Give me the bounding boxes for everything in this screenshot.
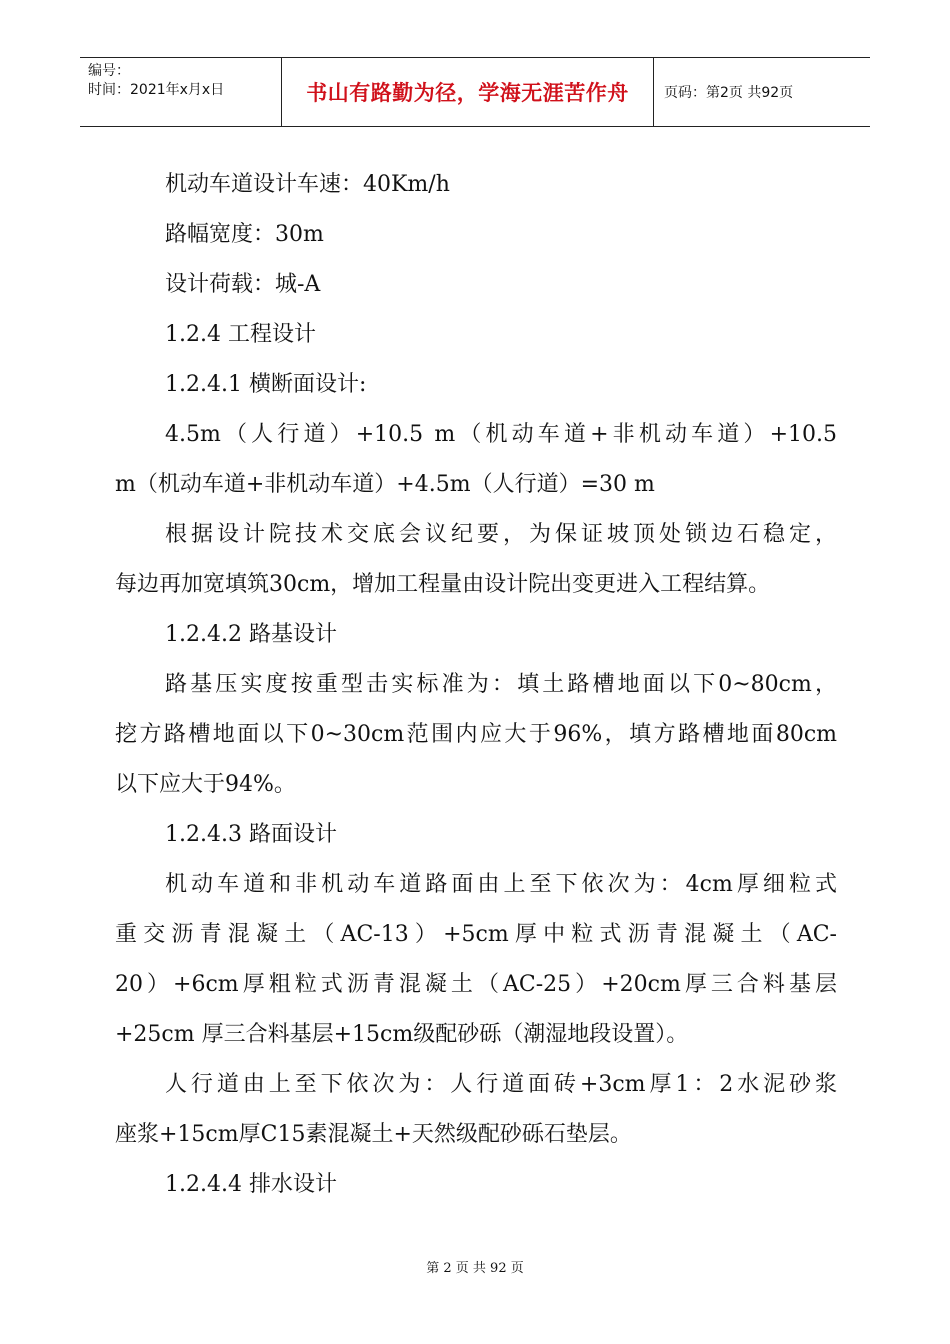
header-meta [80,58,282,126]
document-body [115,160,837,1210]
paragraph-meeting-2: 每边再加宽填筑30cm，增加工程量由设计院出变更进入工程结算。 [115,572,771,597]
paragraph-subgrade-2: 挖方路槽地面以下0~30cm范围内应大于96%，填方路槽地面80cm [115,722,837,747]
paragraph-subgrade-3: 以下应大于94%。 [115,772,296,797]
heading-cross-section: 1.2.4.1 横断面设计: [165,372,367,397]
paragraph-pavement-1: 机动车道和非机动车道路面由上至下依次为：4cm厚细粒式 [165,872,837,897]
header-page-info: 页码：第2页 共92页 [664,85,794,101]
paragraph-subgrade-1: 路基压实度按重型击实标准为：填土路槽地面以下0~80cm， [165,672,837,697]
page-header [80,57,870,127]
paragraph-sidewalk-2: 座浆+15cm厚C15素混凝土+天然级配砂砾石垫层。 [115,1122,632,1147]
paragraph-cross-section-2: m（机动车道+非机动车道）+4.5m（人行道）=30 m [115,472,655,497]
header-motto: 书山有路勤为径，学海无涯苦作舟 [282,58,654,126]
heading-engineering-design: 1.2.4 工程设计 [165,322,316,347]
paragraph-pavement-4: +25cm 厚三合料基层+15cm级配砂砾（潮湿地段设置）。 [115,1022,689,1047]
number-label: 编号： [88,63,130,79]
paragraph-width: 路幅宽度：30m [165,222,324,247]
paragraph-sidewalk-1: 人行道由上至下依次为：人行道面砖+3cm厚1：2水泥砂浆 [165,1072,837,1097]
heading-drainage: 1.2.4.4 排水设计 [165,1172,337,1197]
paragraph-pavement-3: 20）+6cm厚粗粒式沥青混凝土（AC-25）+20cm厚三合料基层 [115,972,837,997]
paragraph-pavement-2: 重交沥青混凝土（AC-13）+5cm厚中粒式沥青混凝土（AC- [115,922,837,947]
paragraph-speed: 机动车道设计车速：40Km/h [165,172,450,197]
paragraph-meeting-1: 根据设计院技术交底会议纪要，为保证坡顶处锁边石稳定， [165,522,837,547]
paragraph-cross-section-1: 4.5m（人行道）+10.5 m（机动车道+非机动车道）+10.5 [165,422,837,447]
paragraph-load: 设计荷载：城-A [165,272,321,297]
page-footer: 第 2 页 共 92 页 [426,1261,524,1276]
heading-subgrade: 1.2.4.2 路基设计 [165,622,337,647]
heading-pavement: 1.2.4.3 路面设计 [165,822,337,847]
time-label: 时间：2021年x月x日 [88,82,225,98]
